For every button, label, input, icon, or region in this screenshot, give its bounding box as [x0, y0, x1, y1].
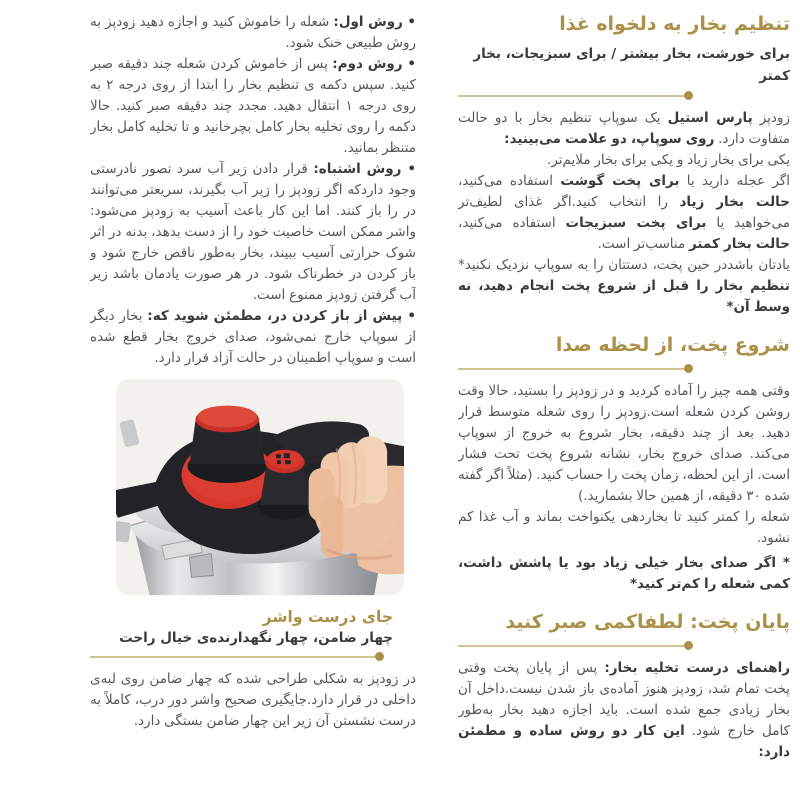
- paragraph: [458, 108, 790, 150]
- text-run: شعله را کمتر کنید تا بخاردهی یکنواخت بماند و آب غذا کم نشود.: [458, 509, 790, 546]
- text-run: پس از پایان پخت وقتی پخت تمام شد، زودپز هنوز آماده‌ی باز شدن نیست.داخل آن بخار زیادی جمع شده است. باید اجازه دهید بخار به‌طور کامل خارج شود.: [458, 660, 790, 739]
- text-run: وقتی همه چیز را آماده کردید و در زودپز را بستید، حالا وقت روشن کردن شعله است.زودپز را روی شعله متوسط قرار دهید. بعد از چند دقیقه، بخار شروع به خروج از سوپاپ می‌کند. صدای خروج بخار، نشانه شروع پخت تحت فشار است. از این لحظه، زمان پخت را حساب کنید. (مثلاً اگر گفته شده ۳۰ دقیقه، از همین حالا بشمارید.): [458, 383, 790, 504]
- paragraph: [458, 171, 790, 255]
- warning-paragraph: [458, 553, 790, 595]
- text-run: • روش اول:: [333, 14, 416, 30]
- text-run: زودپز: [752, 110, 790, 126]
- rule-line: [458, 645, 688, 647]
- method-2-paragraph: [90, 54, 416, 159]
- text-run: روی سوپاپ، دو علامت می‌بینید:: [504, 131, 715, 147]
- text-run: پارس استیل: [667, 110, 753, 126]
- rule-dot-icon: [684, 91, 693, 100]
- text-run: قرار دادن زیر آب سرد تصور نادرستی وجود داردکه اگر زودپز را زیر آب بگیرند، سریعتر می‌توانند در را باز کنند. اما این کار باعث آسیب به زودپز می‌شود: واشر ممکن است خاصیت خود را از دست بدهد، بدنه در اثر شوک حرارتی آسیب ببیند، بخار به‌طور ناقص خارج شود و باز کردن در خطرناک شود. در هر صورت یادمان باشد زیر آب گرفتن زودپز ممنوع است.: [90, 161, 416, 303]
- section-heading: تنظیم بخار به دلخواه غذا: [559, 13, 790, 35]
- text-run: پس از خاموش کردن شعله چند دقیقه صبر کنید. سپس دکمه ی تنظیم بخار را ابتدا از روی درجه ۲ به روی درجه ۱ انتقال دهید. مجدد چند دقیقه صبر کنید. حالا دکمه را روی تخلیه بخار کامل بچرخانید و تا تخلیه کامل بخار متنظر بمانید.: [90, 56, 416, 156]
- text-run: مناسب‌تر است.: [597, 236, 689, 252]
- section-heading: پایان پخت: لطفاکمی صبر کنید: [505, 611, 790, 633]
- text-run: یکی برای بخار زیاد و یکی برای بخار ملایم‌تر.: [547, 152, 790, 168]
- paragraph: [458, 255, 790, 318]
- section-cooking-start: [458, 333, 790, 595]
- gold-rule: [458, 91, 790, 100]
- text-run: یادتان باشددر حین پخت، دستتان را به سوپاپ نزدیک نکنید*: [458, 257, 790, 273]
- section-subtitle: برای خورشت، بخار بیشتر / برای سبزیجات، بخار کمتر: [473, 46, 790, 84]
- text-run: برای پخت گوشت: [560, 173, 680, 189]
- before-opening-paragraph: [90, 306, 416, 369]
- text-run: بخار دیگر از سوپاپ خارج نمی‌شود، صدای خروج بخار قطع شده است و سوپاپ اطمینان در حالت آزاد قرار دارد.: [90, 308, 416, 366]
- wrong-method-paragraph: [90, 159, 416, 306]
- paragraph: [458, 381, 790, 507]
- text-run: • روش دوم:: [332, 56, 416, 72]
- text-run: در زودپز به شکلی طراحی شده که چهار ضامن روی لبه‌ی داخلی در قرار دارد.جایگیری صحیح واشر دور درب، کاملاً به درست نشستن آن زیر این چهار ضامن بستگی دارد.: [90, 671, 416, 729]
- text-run: این کار دو روش ساده و مطمئن دارد:: [458, 723, 790, 760]
- text-run: • پیش از باز کردن در، مطمئن شوید که:: [147, 308, 416, 324]
- left-column: [90, 12, 416, 794]
- rule-line: [458, 95, 688, 97]
- paragraph: [458, 150, 790, 171]
- washer-caption: [90, 606, 393, 661]
- rule-dot-icon: [684, 364, 693, 373]
- gold-rule: [458, 641, 790, 650]
- section-heading: شروع پخت، از لحظه صدا: [555, 334, 790, 356]
- rule-line: [90, 656, 375, 658]
- text-run: استفاده می‌کنید،: [458, 215, 566, 231]
- section-cooking-end: [458, 610, 790, 763]
- caption-subtitle: چهار ضامن، چهار نگهدارنده‌ی خیال راحت: [119, 630, 393, 646]
- method-1-paragraph: [90, 12, 416, 54]
- gold-rule: [458, 364, 790, 373]
- rule-line: [458, 368, 688, 370]
- washer-paragraph: [90, 669, 416, 732]
- text-run: استفاده می‌کنید،: [458, 173, 561, 189]
- text-run: شعله را خاموش کنید و اجازه دهید زودپز به روش طبیعی خنک شود.: [90, 14, 416, 51]
- text-run: • روش اشتباه:: [313, 161, 416, 177]
- paragraph: [458, 507, 790, 549]
- caption-title: جای درست واشر: [262, 608, 393, 626]
- pressure-cooker-photo: [116, 378, 404, 596]
- section-steam-adjust: [458, 12, 790, 318]
- rule-dot-icon: [375, 652, 384, 661]
- gold-rule: [90, 652, 393, 661]
- text-run: تنظیم بخار را قبل از شروع پخت انجام دهید، نه وسط آن*: [458, 278, 790, 315]
- text-run: حالت بخار کمتر: [688, 236, 790, 252]
- text-run: برای پخت سبزیجات: [565, 215, 707, 231]
- right-column: [458, 12, 790, 794]
- rule-dot-icon: [684, 641, 693, 650]
- text-run: * اگر صدای بخار خیلی زیاد بود یا پاشش داشت، کمی شعله را کم‌تر کنید*: [458, 555, 790, 592]
- paragraph: [458, 658, 790, 763]
- text-run: حالت بخار زیاد: [679, 194, 790, 210]
- text-run: را انتخاب کنید.اگر غذای لطیف‌تر می‌خواهید یا: [458, 194, 790, 231]
- text-run: راهنمای درست تخلیه بخار:: [604, 660, 790, 676]
- text-run: یک سوپاپ تنظیم بخار با دو حالت متفاوت دارد.: [458, 110, 790, 147]
- text-run: اگر عجله دارید یا: [679, 173, 790, 189]
